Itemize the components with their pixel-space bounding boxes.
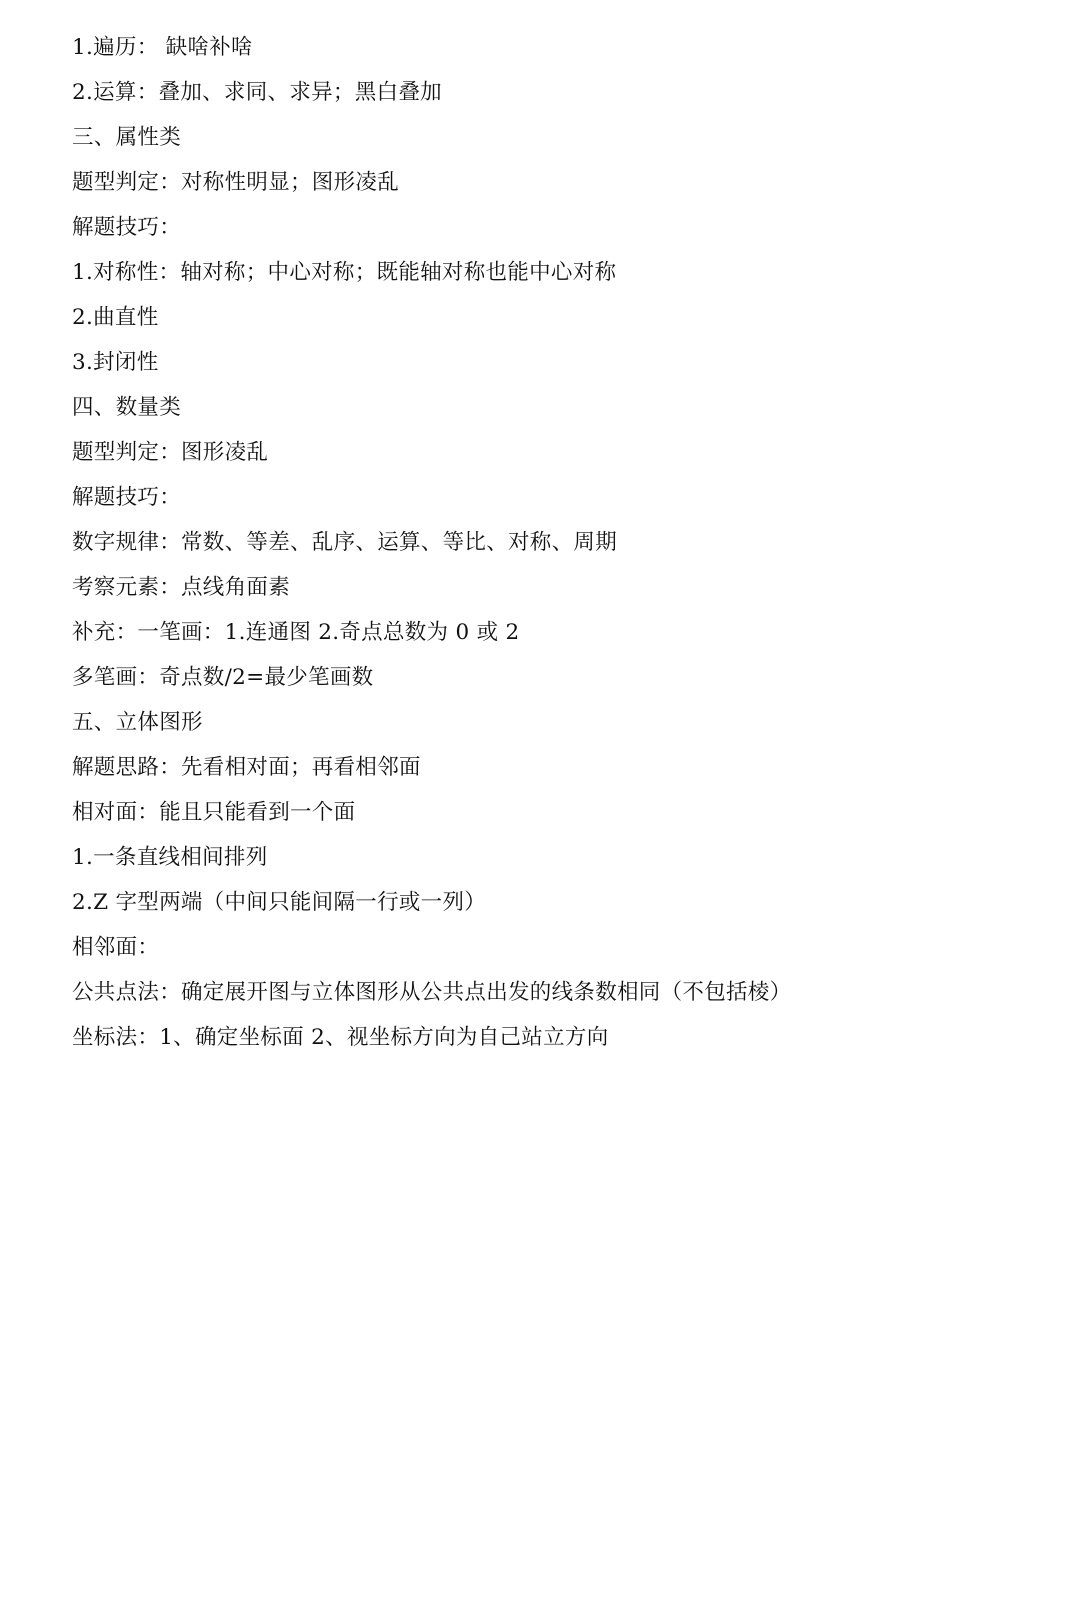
text-line: 公共点法：确定展开图与立体图形从公共点出发的线条数相同（不包括棱） (72, 980, 792, 1005)
text-line: 1.一条直线相间排列 (72, 845, 268, 870)
text-line: 1.对称性：轴对称；中心对称；既能轴对称也能中心对称 (72, 260, 617, 285)
text-line: 解题思路：先看相对面；再看相邻面 (72, 755, 421, 780)
section-heading: 五、立体图形 (72, 710, 203, 735)
text-line: 2.运算：叠加、求同、求异；黑白叠加 (72, 80, 442, 105)
text-line: 数字规律：常数、等差、乱序、运算、等比、对称、周期 (72, 530, 618, 555)
text-line: 题型判定：对称性明显；图形凌乱 (72, 170, 400, 195)
text-line: 补充：一笔画：1.连通图 2.奇点总数为 0 或 2 (72, 620, 520, 645)
text-lines (72, 28, 1032, 1063)
section-heading: 三、属性类 (72, 125, 182, 150)
section-heading: 四、数量类 (72, 395, 182, 420)
text-line: 3.封闭性 (72, 350, 159, 375)
text-line: 相对面：能且只能看到一个面 (72, 800, 356, 825)
text-line: 1.遍历： 缺啥补啥 (72, 35, 253, 60)
text-line: 坐标法：1、确定坐标面 2、视坐标方向为自己站立方向 (72, 1025, 609, 1050)
text-line: 2.曲直性 (72, 305, 159, 330)
text-line: 相邻面： (72, 935, 160, 960)
text-line: 2.Z 字型两端（中间只能间隔一行或一列） (72, 890, 487, 915)
text-line: 解题技巧： (72, 485, 182, 510)
text-line: 题型判定：图形凌乱 (72, 440, 269, 465)
text-line: 考察元素：点线角面素 (72, 575, 291, 600)
text-line: 多笔画：奇点数/2=最少笔画数 (72, 665, 374, 690)
text-line: 解题技巧： (72, 215, 182, 240)
